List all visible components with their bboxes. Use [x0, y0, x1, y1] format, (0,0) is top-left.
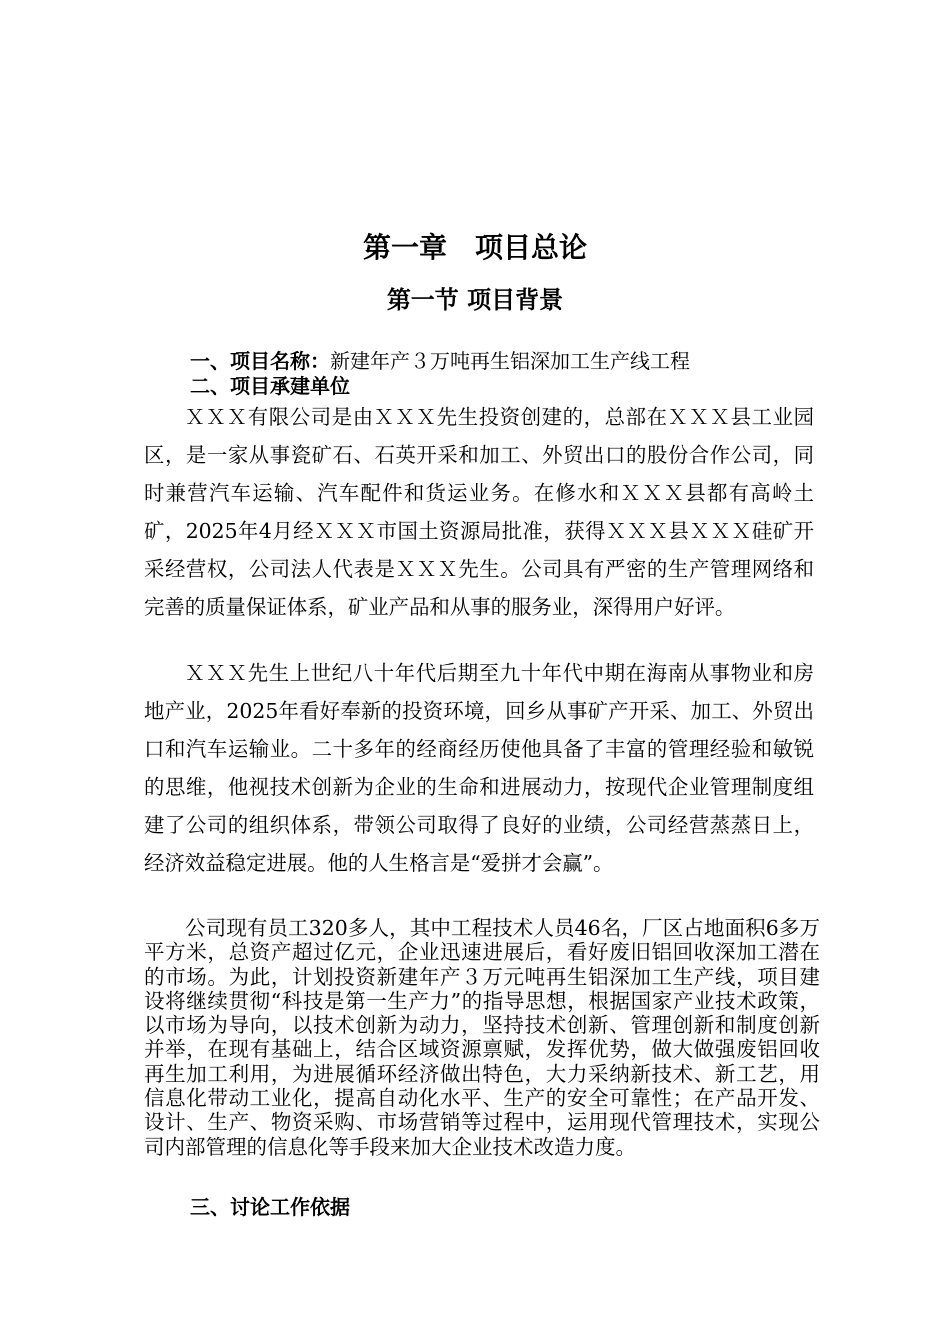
- paragraph-company-status: 公司现有员工320多人，其中工程技术人员46名，厂区占地面积6多万平方米，总资产超过亿元，企业迅速进展后，看好废旧铝回收深加工潜在的市场。为此，计划投资新建年产３万元吨再生铝深加工生产线，项目建设将继续贯彻“科技是第一生产力”的指导思想，根据国家产业技术政策，以市场为导向，以技术创新为动力，坚持技术创新、管理创新和制度创新并举，在现有基础上，结合区域资源禀赋，发挥优势，做大做强废铝回收再生加工利用，为进展循环经济做出特色，大力采纳新技术、新工艺，用信息化带动工业化，提高自动化水平、生产的安全可靠性；在产品开发、设计、生产、物资采购、市场营销等过程中，运用现代管理技术，实现公司内部管理的信息化等手段来加大企业技术改造力度。: [144, 916, 820, 1159]
- paragraph-founder: ＸＸＸ先生上世纪八十年代后期至九十年代中期在海南从事物业和房地产业，2025年看好奉新的投资环境，回乡从事矿产开采、加工、外贸出口和汽车运输业。二十多年的经商经历使他具备了丰富的管理经验和敏锐的思维，他视技术创新为企业的生命和进展动力，按现代企业管理制度组建了公司的组织体系，带领公司取得了良好的业绩，公司经营蒸蒸日上，经济效益稳定进展。他的人生格言是“爱拼才会赢”。: [144, 661, 814, 875]
- paragraph-company-intro: ＸＸＸ有限公司是由ＸＸＸ先生投资创建的，总部在ＸＸＸ县工业园区，是一家从事瓷矿石、石英开采和加工、外贸出口的股份合作公司，同时兼营汽车运输、汽车配件和货运业务。在修水和ＸＸＸ县都有高岭土矿，2025年4月经ＸＸＸ市国土资源局批准，获得ＸＸＸ县ＸＸＸ硅矿开采经营权，公司法人代表是ＸＸＸ先生。公司具有严密的生产管理网络和完善的质量保证体系，矿业产品和从事的服务业，深得用户好评。: [144, 405, 814, 619]
- section-title: 第一节 项目背景: [386, 286, 564, 314]
- project-name-value: 新建年产３万吨再生铝深加工生产线工程: [330, 349, 690, 373]
- heading-contractor: 二、项目承建单位: [190, 374, 350, 398]
- project-name-label: 一、项目名称：: [190, 349, 330, 373]
- project-name-line: [190, 348, 690, 374]
- heading-research-basis: 三、讨论工作依据: [190, 1195, 350, 1219]
- chapter-title: 第一章 项目总论: [362, 231, 587, 264]
